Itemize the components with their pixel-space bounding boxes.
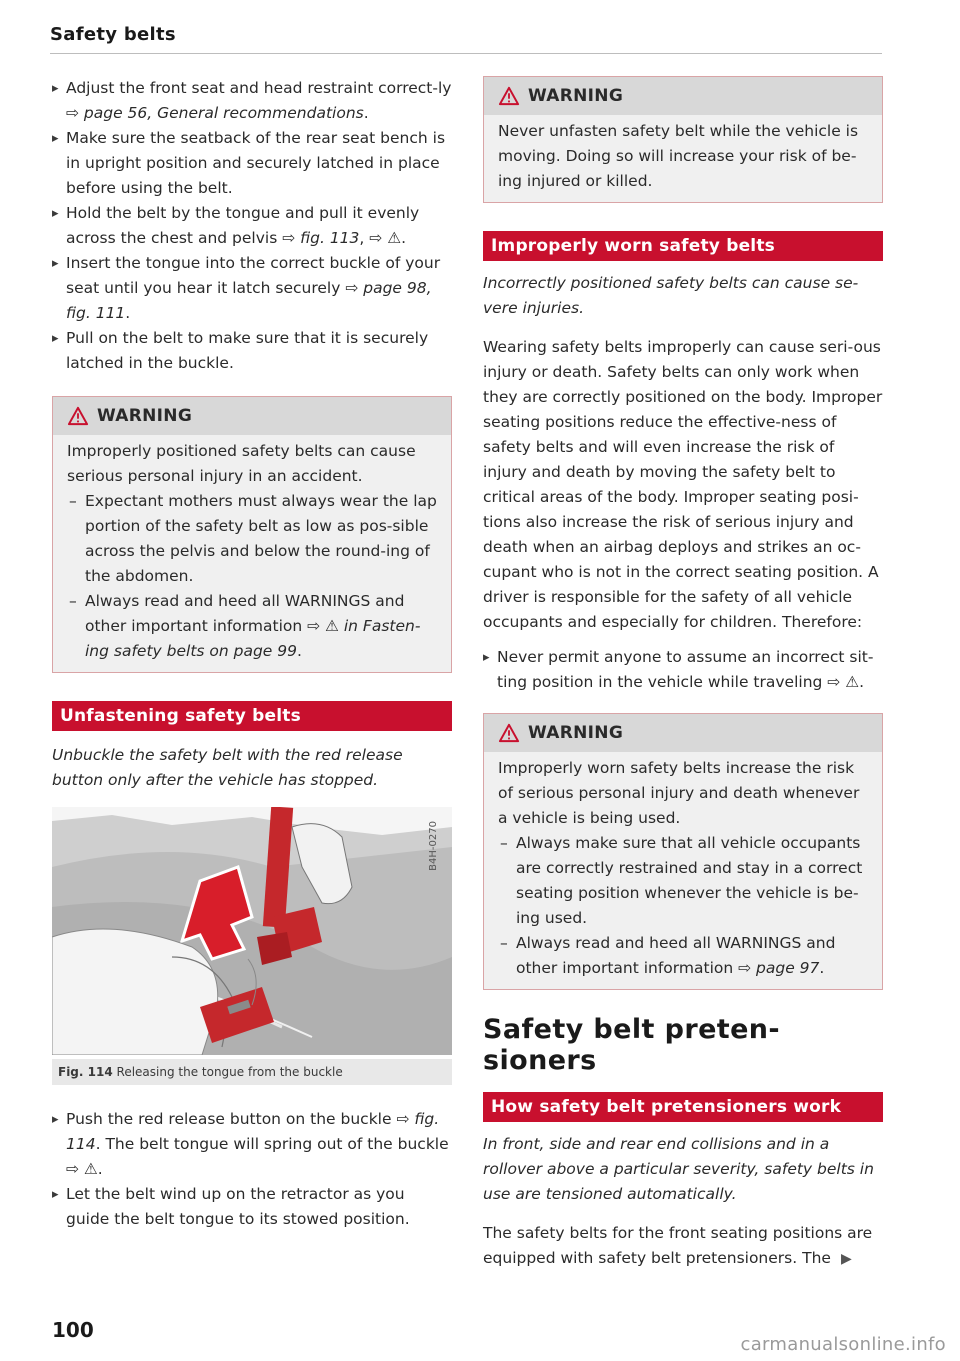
figure-caption-text: Releasing the tongue from the buckle (116, 1065, 343, 1079)
warning-item: – Always read and heed all WARNINGS and other important information ⇨ page 97. (498, 931, 868, 981)
figure-caption (52, 1059, 452, 1085)
list-item: ▸ Hold the belt by the tongue and pull it evenly across the chest and pelvis ⇨ fig. 113, ⇨ ⚠. (52, 201, 452, 251)
warning-header (484, 714, 882, 752)
warning-box (52, 396, 452, 673)
instruction-list (52, 76, 452, 376)
section-title-bar: Improperly worn safety belts (483, 231, 883, 261)
list-item: ▸ Make sure the seatback of the rear seat bench is in upright position and securely latched in place before using the belt. (52, 126, 452, 201)
warning-box (483, 76, 883, 203)
subsection-intro: In front, side and rear end collisions and in a rollover above a particular severity, safety belts in use are tensioned automatically. (483, 1135, 874, 1203)
closing-paragraph: The safety belts for the front seating positions are equipped with safety belt pretensioners. The ▶ (483, 1224, 873, 1267)
warning-header (484, 77, 882, 115)
list-item: ▸ Pull on the belt to make sure that it is securely latched in the buckle. (52, 326, 452, 376)
figure-id-label: B4H-0270 (428, 821, 439, 871)
warning-header (53, 397, 451, 435)
warning-body: Improperly worn safety belts increase the risk of serious personal injury and death whenever a vehicle is being used. – Always make sure that all vehicle occupants are correctly restrained and stay in a correct seating position whenever the vehicle is be-ing used. – Always read and heed all WARNINGS and other important information ⇨ page 97. (484, 752, 882, 989)
list-item: ▸ Never permit anyone to assume an incorrect sit-ting position in the vehicle while traveling ⇨ ⚠. (483, 645, 883, 695)
warning-title: WARNING (528, 722, 624, 743)
page-reference-link[interactable]: ⇨ page 56, General recommendations (66, 104, 364, 122)
list-item: ▸ Push the red release button on the buckle ⇨ fig. 114. The belt tongue will spring out of the buckle ⇨ ⚠. (52, 1107, 452, 1182)
watermark: carmanualsonline.info (740, 1334, 946, 1355)
page-reference-link[interactable]: ⇨ page 97 (738, 959, 820, 977)
figure-reference-link[interactable]: ⇨ fig. 113 (282, 229, 360, 247)
warning-item: – Expectant mothers must always wear the lap portion of the safety belt as low as pos-sible across the pelvis and below the round-ing of the abdomen. (67, 489, 437, 589)
section-intro: Unbuckle the safety belt with the red release button only after the vehicle has stopped. (52, 746, 403, 789)
release-instruction-list (52, 1107, 452, 1232)
warning-triangle-icon (67, 406, 89, 426)
figure-container (52, 807, 452, 1085)
header-title: Safety belts (50, 24, 176, 45)
warning-triangle-icon (498, 86, 520, 106)
subsection-title-bar: How safety belt pretensioners work (483, 1092, 883, 1122)
section-intro: Incorrectly positioned safety belts can cause se-vere injuries. (483, 274, 859, 317)
seatbelt-buckle-illustration (52, 807, 452, 1055)
page-header (50, 24, 882, 54)
warning-item: – Always read and heed all WARNINGS and other important information ⇨ ⚠ in Fasten-ing safety belts on page 99. (67, 589, 437, 664)
list-item: ▸ Let the belt wind up on the retractor as you guide the belt tongue to its stowed position. (52, 1182, 452, 1232)
body-paragraph: Wearing safety belts improperly can cause seri-ous injury or death. Safety belts can only work when they are correctly positioned on the body. Improper seating positions reduce the effective-ness of safety belts and will even increase the risk of injury and death by moving the safety belt to critical areas of the body. Improper seating posi-tions also increase the risk of serious injury and death when an airbag deploys and strikes an oc-cupant who is not in the correct seating position. A driver is responsible for the safety of all vehicle occupants and especially for children. Therefore: (483, 338, 883, 631)
warning-triangle-icon (498, 723, 520, 743)
page-reference-link[interactable]: in Fasten-ing safety belts on page 99 (85, 617, 421, 660)
continue-arrow-icon[interactable]: ▶ (840, 1251, 852, 1267)
warning-title: WARNING (528, 85, 624, 106)
page-number: 100 (52, 1318, 94, 1342)
figure-number: Fig. 114 (58, 1065, 113, 1079)
list-item: ▸ Adjust the front seat and head restraint correct-ly ⇨ page 56, General recommendations. (52, 76, 452, 126)
figure-image (52, 807, 452, 1055)
right-column (483, 76, 883, 1272)
section-title-bar: Unfastening safety belts (52, 701, 452, 731)
warning-body: Never unfasten safety belt while the vehicle is moving. Doing so will increase your risk of be-ing injured or killed. (498, 122, 859, 190)
figure-reference-link[interactable]: ⇨ fig. 114 (66, 1110, 440, 1153)
warning-box (483, 713, 883, 990)
warning-body: Improperly positioned safety belts can cause serious personal injury in an accident. – Expectant mothers must always wear the lap portion of the safety belt as low as pos-sible across the pelvis and below the round-ing of the abdomen. – Always read and heed all WARNINGS and other important information ⇨ ⚠ in Fasten-ing safety belts on page 99. (53, 435, 451, 672)
warning-title: WARNING (97, 405, 193, 426)
warning-item: – Always make sure that all vehicle occupants are correctly restrained and stay in a correct seating position whenever the vehicle is be-ing used. (498, 831, 868, 931)
page-reference-link[interactable]: ⇨ page 98, fig. 111 (66, 279, 432, 322)
left-column (52, 76, 452, 1232)
chapter-heading: Safety belt preten-sioners (483, 1014, 781, 1076)
list-item: ▸ Insert the tongue into the correct buckle of your seat until you hear it latch securely ⇨ page 98, fig. 111. (52, 251, 452, 326)
